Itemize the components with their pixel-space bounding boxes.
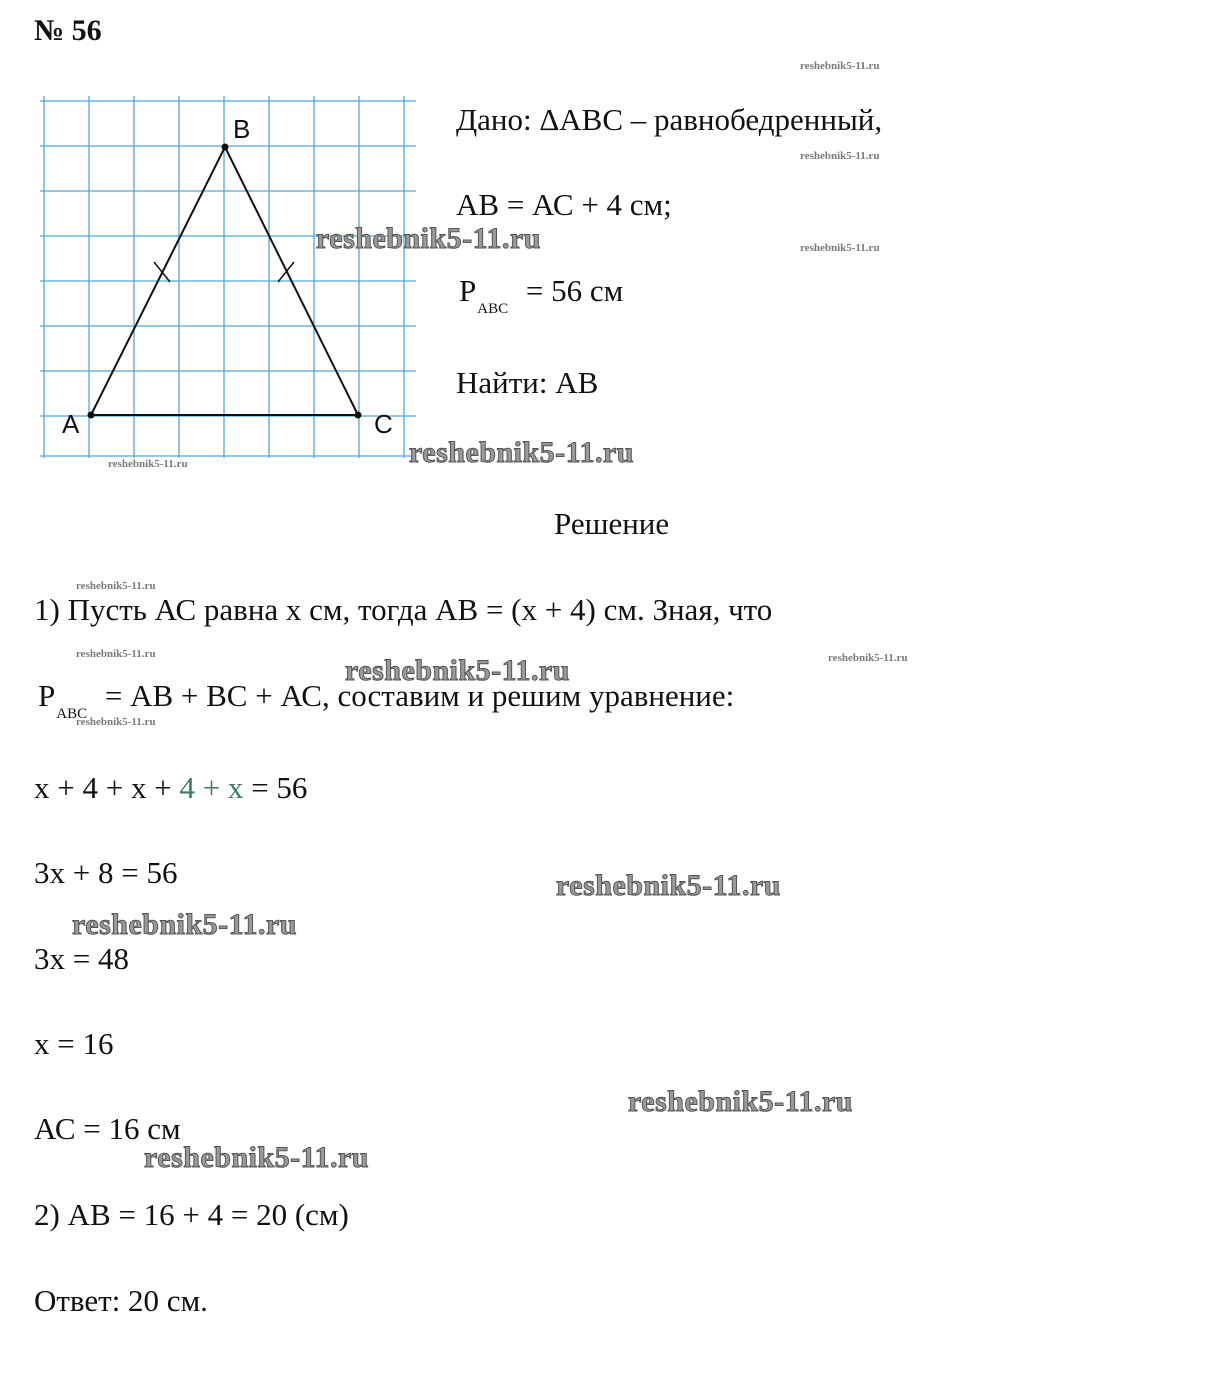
vertex-c-dot <box>355 412 362 419</box>
step1-p-subscript: ABC <box>56 706 88 722</box>
watermark: reshebnik5-11.ru <box>76 580 156 592</box>
perimeter-symbol: P <box>459 273 477 308</box>
watermark: reshebnik5-11.ru <box>345 654 570 687</box>
equation-4: х = 16 <box>34 1026 114 1061</box>
equation-2: 3х + 8 = 56 <box>34 855 178 890</box>
step2-line: 2) АВ = 16 + 4 = 20 (см) <box>34 1197 349 1232</box>
solution-heading: Решение <box>554 506 670 541</box>
vertex-b-dot <box>222 144 229 151</box>
step1-line-1: 1) Пусть АС равна х см, тогда АВ = (х + 4) см. Зная, что <box>34 592 773 627</box>
equation-5: АС = 16 см <box>34 1111 181 1146</box>
given-line-2: АВ = АС + 4 см; <box>456 187 672 222</box>
vertex-label-c: C <box>374 409 393 439</box>
watermark: reshebnik5-11.ru <box>76 648 156 660</box>
watermark: reshebnik5-11.ru <box>628 1085 853 1118</box>
equation-1 <box>34 772 307 803</box>
perimeter-value: = 56 см <box>525 273 624 308</box>
tick-ab <box>154 262 170 282</box>
find-line: Найти: АВ <box>456 365 599 400</box>
step1-p-symbol: P <box>38 678 56 713</box>
watermark: reshebnik5-11.ru <box>828 652 908 664</box>
given-line-1: Дано: ΔАВС – равнобедренный, <box>456 102 883 137</box>
watermark: reshebnik5-11.ru <box>800 150 880 162</box>
watermark: reshebnik5-11.ru <box>144 1141 369 1174</box>
watermark: reshebnik5-11.ru <box>316 222 541 255</box>
equation-3: 3х = 48 <box>34 941 129 976</box>
equation-1-part-2: 4 + х <box>179 770 244 805</box>
vertex-label-b: B <box>233 114 251 144</box>
equation-1-part-3: = 56 <box>251 770 308 805</box>
step1-equation-text: = АВ + ВС + АС, составим и решим уравнение: <box>104 678 735 713</box>
vertex-label-a: A <box>62 409 80 439</box>
given-perimeter <box>459 275 623 317</box>
watermark: reshebnik5-11.ru <box>800 242 880 254</box>
vertex-a-dot <box>88 412 95 419</box>
watermark: reshebnik5-11.ru <box>409 436 634 469</box>
answer-line: Ответ: 20 см. <box>34 1283 208 1318</box>
problem-number: № 56 <box>34 14 102 47</box>
watermark: reshebnik5-11.ru <box>108 458 188 470</box>
watermark: reshebnik5-11.ru <box>800 60 880 72</box>
perimeter-subscript: ABC <box>477 301 509 317</box>
triangle-diagram <box>40 96 420 466</box>
watermark: reshebnik5-11.ru <box>556 869 781 902</box>
watermark: reshebnik5-11.ru <box>76 716 156 728</box>
equation-1-part-1: х + 4 + х + <box>34 770 172 805</box>
watermark: reshebnik5-11.ru <box>72 908 297 941</box>
